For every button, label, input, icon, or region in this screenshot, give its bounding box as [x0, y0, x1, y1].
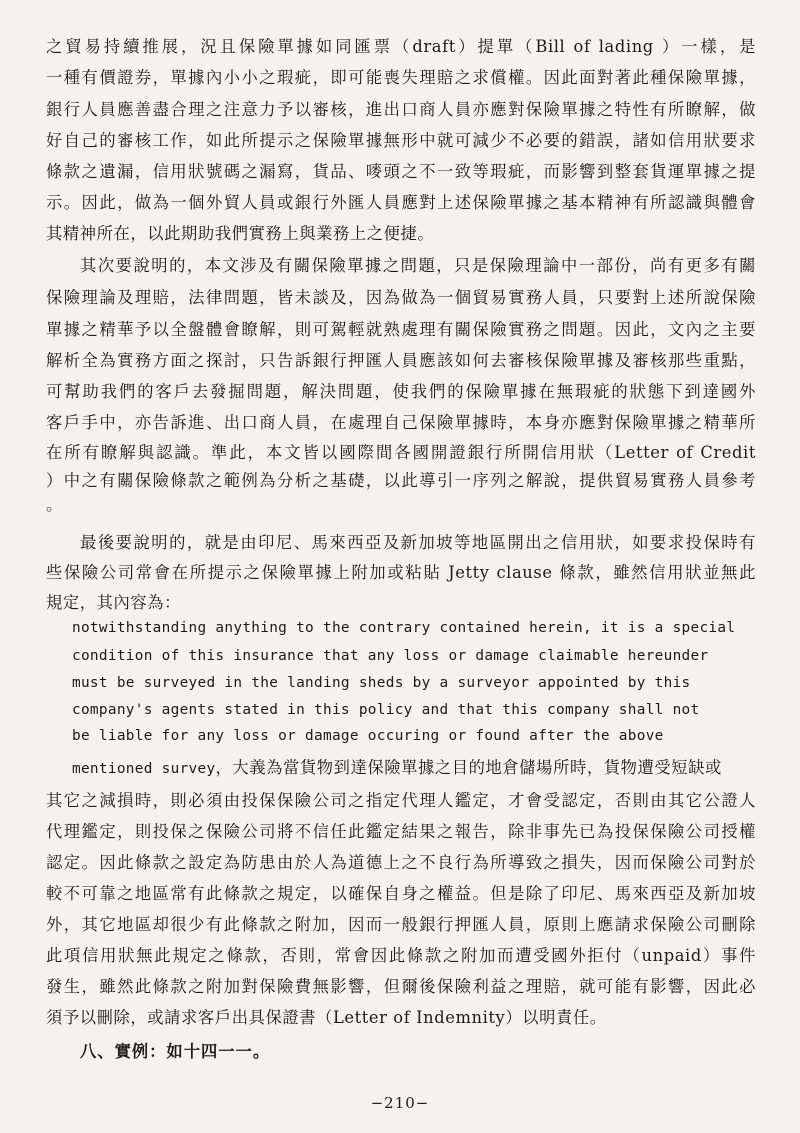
text-line: 其精神所在，以此期助我們實務上與業務上之便捷。: [46, 224, 435, 243]
text-line: 些保險公司常會在所提示之保險單據上附加或粘貼 Jetty clause 條款，雖然信用狀並無此: [46, 563, 756, 582]
section-heading: 八、實例：如十四一一。: [80, 1042, 271, 1061]
quote-line: must be surveyed in the landing sheds by a surveyor appointed by this: [72, 675, 691, 691]
text-line: 規定，其內容為：: [46, 593, 182, 612]
text-line: 較不可靠之地區常有此條款之規定，以確保自身之權益。但是除了印尼、馬來西亞及新加坡: [46, 884, 756, 903]
text-line: 單據之精華予以全盤體會瞭解，則可駕輕就熟處理有關保險實務之問題。因此，文內之主要: [46, 320, 756, 339]
text-line: 其次要說明的，本文涉及有關保險單據之問題，只是保險理論中一部份，尚有更多有關: [80, 256, 756, 275]
text-line: 代理鑑定，則投保之保險公司將不信任此鑑定結果之報告，除非事先已為投保保險公司授權: [46, 822, 756, 841]
text-line: 之貿易持續推展，況且保險單據如同匯票（draft）提單（Bill of lading ）一樣，是: [46, 37, 756, 56]
text-line: 發生，雖然此條款之附加對保險費無影響，但爾後保險利益之理賠，就可能有影響，因此必: [46, 977, 756, 996]
text-line: 須予以刪除，或請求客戶出具保證書（Letter of Indemnity）以明責任。: [46, 1008, 607, 1027]
quote-line: notwithstanding anything to the contrary contained herein, it is a special: [72, 620, 736, 636]
text-line: 一種有價證券，單據內小小之瑕疵，即可能喪失理賠之求償權。因此面對著此種保險單據，: [46, 68, 756, 87]
text-line: 外，其它地區却很少有此條款之附加，因而一般銀行押匯人員，原則上應請求保險公司刪除: [46, 915, 756, 934]
text-line: 條款之遺漏，信用狀號碼之漏寫，貨品、嘜頭之不一致等瑕疵，而影響到整套貨運單據之提: [46, 162, 756, 181]
text-line: 此項信用狀無此規定之條款，否則，常會因此條款之附加而遭受國外拒付（unpaid）事件: [46, 946, 756, 965]
text-line: 可幫助我們的客戶去發掘問題，解決問題，使我們的保險單據在無瑕疵的狀態下到達國外: [46, 382, 756, 401]
text-line: 銀行人員應善盡合理之注意力予以審核，進出口商人員亦應對保險單據之特性有所瞭解，做: [46, 100, 756, 119]
quote-line-english: mentioned survey: [72, 761, 216, 777]
text-line: ）中之有關保險條款之範例為分析之基礎，以此導引一序列之解說，提供貿易實務人員參考: [46, 471, 756, 490]
quote-line: company's agents stated in this policy and that this company shall not: [72, 702, 700, 718]
quote-line-mixed: [72, 752, 772, 784]
text-line: 客戶手中，亦告訴進、出口商人員，在處理自己保險單據時，本身亦應對保險單據之精華所: [46, 413, 756, 432]
text-line: 其它之減損時，則必須由投保保險公司之指定代理人鑑定，才會受認定，否則由其它公證人: [46, 791, 756, 810]
page-number: −210−: [370, 1094, 430, 1112]
text-line: 示。因此，做為一個外貿人員或銀行外匯人員應對上述保險單據之基本精神有所認識與體會: [46, 193, 756, 212]
text-line: 。: [46, 495, 63, 514]
quote-line-chinese: ，大義為當貨物到達保險單據之目的地倉儲場所時，貨物遭受短缺或: [215, 758, 722, 777]
text-line: 最後要說明的，就是由印尼、馬來西亞及新加坡等地區開出之信用狀，如要求投保時有: [80, 533, 756, 552]
text-line: 認定。因此條款之設定為防患由於人為道德上之不良行為所導致之損失，因而保險公司對於: [46, 853, 756, 872]
text-line: 在所有瞭解與認識。準此，本文皆以國際間各國開證銀行所開信用狀（Letter of Credit: [46, 443, 756, 462]
text-line: 好自己的審核工作，如此所提示之保險單據無形中就可減少不必要的錯誤，諸如信用狀要求: [46, 131, 756, 150]
quote-line: condition of this insurance that any loss or damage claimable hereunder: [72, 648, 709, 664]
text-line: 解析全為實務方面之探討，只告訴銀行押匯人員應該如何去審核保險單據及審核那些重點，: [46, 351, 756, 370]
quote-line: be liable for any loss or damage occuring or found after the above: [72, 728, 664, 744]
text-line: 保險理論及理賠，法律問題，皆未談及，因為做為一個貿易實務人員，只要對上述所說保險: [46, 288, 756, 307]
